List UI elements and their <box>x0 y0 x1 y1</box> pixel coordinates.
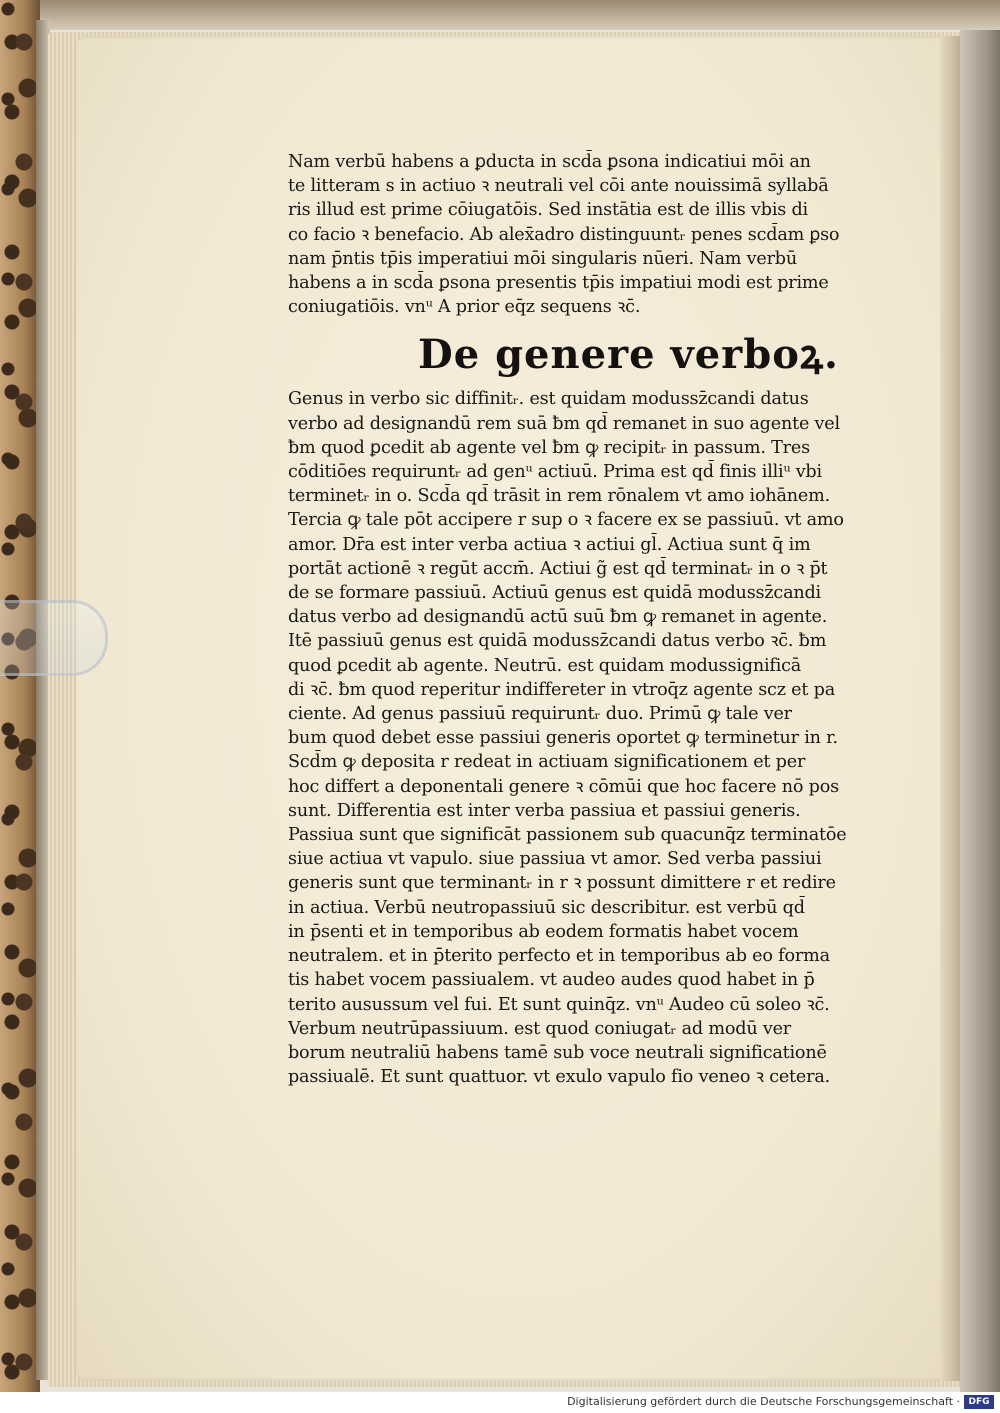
text-line: ris illud est prime cōiugatōis. Sed instātia est de illis vbis di <box>288 200 808 221</box>
text-line: sunt. Differentia est inter verba passiua et passiui generis. <box>288 800 801 821</box>
text-line: terminetᵣ in o. Scd̄a qd̄ trāsit in rem rōnalem vt amo iohānem. <box>288 486 830 507</box>
top-board <box>40 0 1000 30</box>
text-line: Genus in verbo sic diffinitᵣ. est quidam modussz̄candi datus <box>288 389 809 410</box>
text-line: tis habet vocem passiualem. vt audeo audes quod habet in p̄ <box>288 970 815 991</box>
text-line: coniugatiōis. vnᵘ A prior eq̄z sequens ꝛc̄. <box>288 297 641 318</box>
text-line: Nam verbū habens a ꝑducta in scd̄a ꝑsona indicatiui mōi an <box>288 152 811 172</box>
text-block <box>288 150 903 1089</box>
text-line: generis sunt que terminantᵣ in r ꝛ possunt dimittere r et redire <box>288 873 836 894</box>
text-line: verbo ad designandū rem suā ƀm qd̄ remanet in suo agente vel <box>288 413 840 434</box>
section-heading: De genere verboꝝ. <box>418 331 839 379</box>
marbled-cover <box>0 0 40 1392</box>
page-clip <box>0 600 108 676</box>
text-line: datus verbo ad designandū actū suū ƀm ꝙ remanet in agente. <box>288 607 828 628</box>
text-line: co facio ꝛ benefacio. Ab alex̄adro distinguuntᵣ penes scd̄am ꝑso <box>288 224 840 245</box>
text-line: Verbum neutrūpassiuum. est quod coniugatᵣ ad modū ver <box>288 1018 792 1039</box>
text-line: in actiua. Verbū neutropassiuū sic describitur. est verbū qd̄ <box>288 897 805 918</box>
text-line: amor. Dr̄a est inter verba actiua ꝛ actiui gl̄. Actiua sunt q̄ im <box>288 534 811 555</box>
dfg-credit: Digitalisierung gefördert durch die Deutsche Forschungsgemeinschaft · <box>567 1395 960 1408</box>
dfg-logo-icon: DFG <box>964 1395 994 1409</box>
text-line: nam p̄ntis tp̄is imperatiui mōi singularis nūeri. Nam verbū <box>288 248 797 269</box>
text-line: ciente. Ad genus passiuū requiruntᵣ duo. Primū ꝙ tale ver <box>288 704 792 725</box>
text-line: Passiua sunt que significāt passionem sub quacunq̄z terminatōe <box>288 825 847 846</box>
text-line: Tercia ꝙ tale pōt accipere r sup o ꝛ facere ex se passiuū. vt amo <box>288 510 844 531</box>
text-line: passiualē. Et sunt quattuor. vt exulo vapulo fio veneo ꝛ cetera. <box>288 1067 831 1088</box>
right-board <box>960 30 1000 1392</box>
text-line: hoc differt a deponentali genere ꝛ cōmūi que hoc facere nō pos <box>288 776 839 797</box>
text-line: siue actiua vt vapulo. siue passiua vt amor. Sed verba passiui <box>288 849 822 870</box>
text-line: quod ꝑcedit ab agente. Neutrū. est quidam modussignificā <box>288 655 802 676</box>
text-line: in p̄senti et in temporibus ab eodem formatis habet vocem <box>288 921 799 942</box>
text-line: de se formare passiuū. Actiuū genus est quidā modussz̄candi <box>288 583 821 604</box>
text-line: ƀm quod ꝑcedit ab agente vel ƀm ꝙ recipitᵣ in passum. Tres <box>288 437 810 458</box>
text-line: Itē passiuū genus est quidā modussz̄candi datus verbo ꝛc̄. ƀm <box>288 631 827 652</box>
text-line: bum quod debet esse passiui generis oportet ꝙ terminetur in r. <box>288 728 838 749</box>
intro-paragraph <box>288 150 903 319</box>
text-line: habens a in scd̄a ꝑsona presentis tp̄is impatiui modi est prime <box>288 273 829 294</box>
text-line: te litteram s in actiuo ꝛ neutrali vel cōi ante nouissimā syllabā <box>288 176 829 197</box>
text-line: Scd̄m ꝙ deposita r redeat in actiuam significationem et per <box>288 752 806 773</box>
text-line: borum neutraliū habens tamē sub voce neutrali significationē <box>288 1042 827 1063</box>
text-line: di ꝛc̄. ƀm quod reperitur indiffereter in vtroq̄z agente scz et pa <box>288 679 835 700</box>
body-paragraph <box>288 387 903 1089</box>
text-line: portāt actionē ꝛ regūt accm̄. Actiui g̃ est qd̄ terminatᵣ in o ꝛ p̄t <box>288 558 828 579</box>
footer-bar <box>0 1392 1000 1413</box>
text-line: cōditiōes requiruntᵣ ad genᵘ actiuū. Prima est qd̄ finis illiᵘ vbi <box>288 462 822 483</box>
text-line: neutralem. et in p̄terito perfecto et in temporibus ab eo forma <box>288 946 830 967</box>
text-line: terito ausussum vel fui. Et sunt quinq̄z. vnᵘ Audeo cū soleo ꝛc̄. <box>288 994 830 1015</box>
